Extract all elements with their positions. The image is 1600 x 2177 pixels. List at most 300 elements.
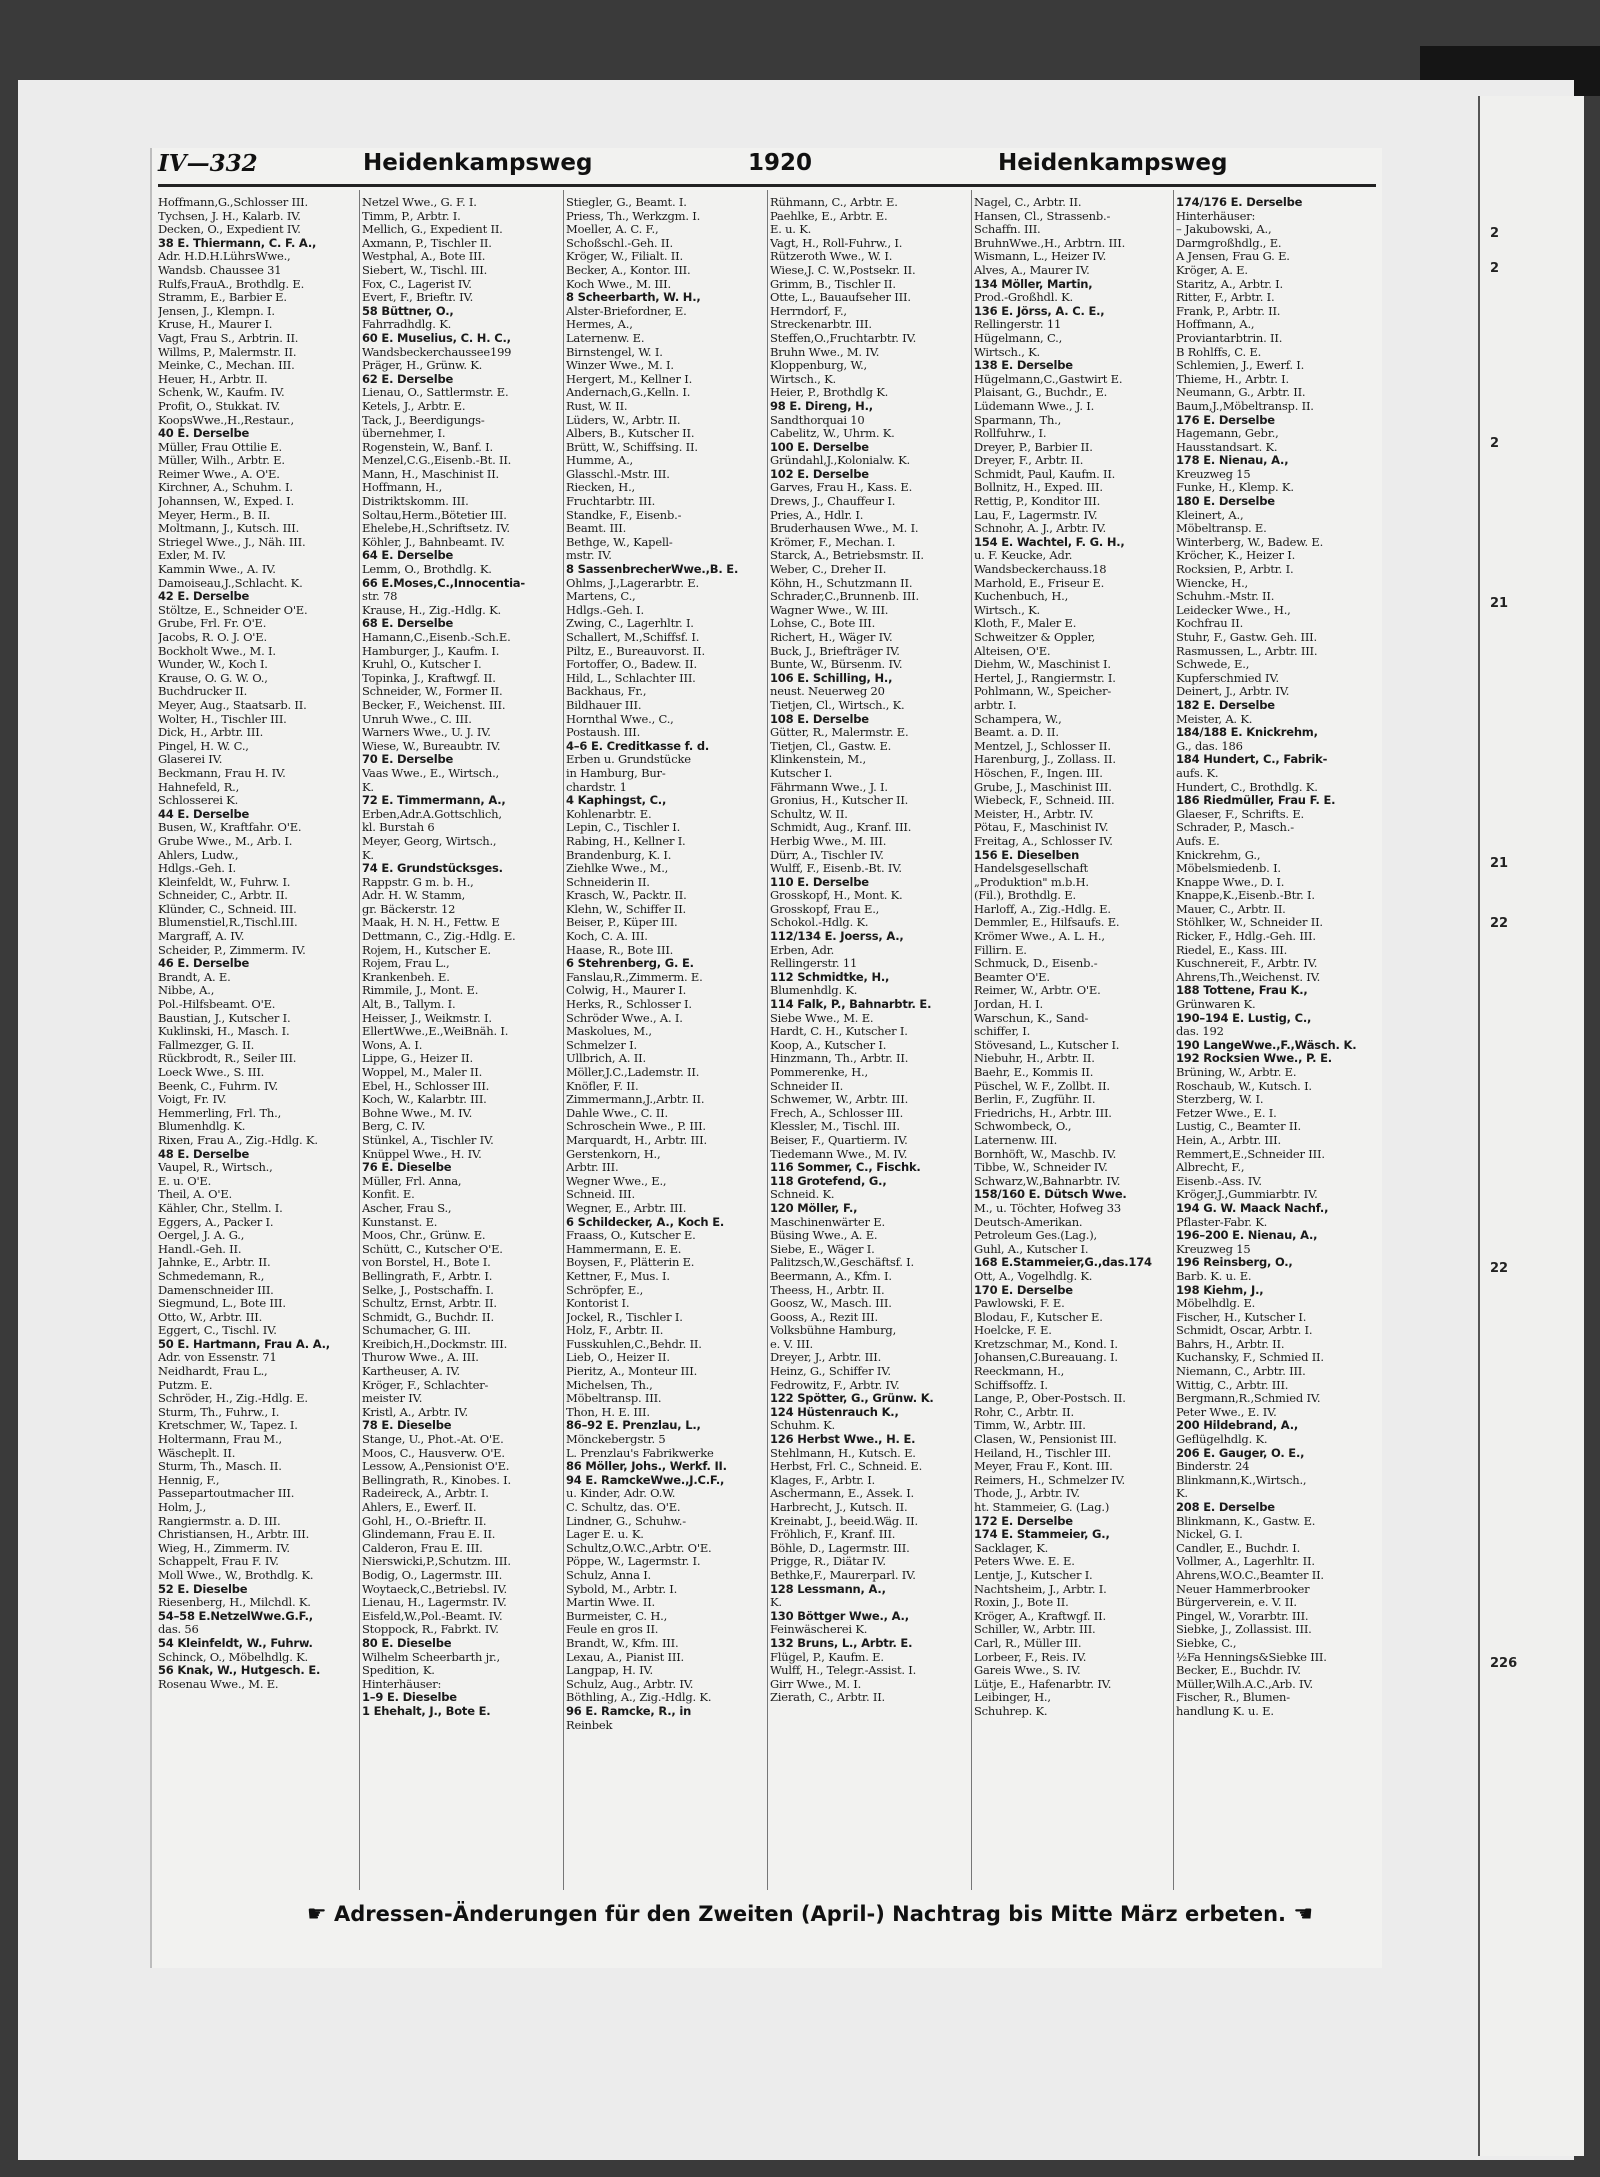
directory-entry: e. V. III. [770, 1337, 814, 1351]
directory-entry: Knappe Wwe., D. I. [1176, 875, 1285, 889]
directory-entry: Martin Wwe. II. [566, 1596, 656, 1610]
directory-entry: Reimer Wwe., A. O'E. [158, 467, 280, 481]
directory-entry: Handelsgesellschaft [974, 862, 1088, 876]
directory-entry: 72 E. Timmermann, A., [362, 794, 506, 808]
directory-entry: Konfit. E. [362, 1188, 415, 1202]
directory-entry: Jacobs, R. O. J. O'E. [158, 631, 267, 644]
directory-entry: Bethke,F., Maurerparl. IV. [770, 1568, 916, 1582]
directory-entry: Timm, W., Arbtr. III. [974, 1419, 1086, 1433]
directory-entry: Peter Wwe., E. IV. [1176, 1405, 1277, 1419]
directory-entry: Kirchner, A., Schuhm. I. [158, 481, 293, 495]
directory-entry: Pflaster-Fabr. K. [1176, 1215, 1268, 1229]
directory-entry: 1–9 E. Dieselbe [362, 1691, 457, 1705]
directory-entry: Johansen,C.Bureauang. I. [974, 1351, 1118, 1365]
directory-entry: Schultz, W. II. [770, 807, 848, 821]
directory-entry: Herbig Wwe., M. III. [770, 834, 887, 848]
directory-entry: Hansen, Cl., Strassenb.- [974, 209, 1111, 223]
directory-entry: Ascher, Frau S., [362, 1201, 452, 1215]
directory-entry: 46 E. Derselbe [158, 957, 250, 971]
directory-entry: Vollmer, A., Lagerhltr. II. [1176, 1555, 1315, 1569]
directory-entry: Klünder, C., Schneid. III. [158, 902, 297, 916]
directory-entry: Rulfs,FrauA., Brothdlg. E. [158, 277, 305, 291]
directory-entry: Knappe,K.,Eisenb.-Btr. I. [1176, 889, 1315, 903]
directory-entry: Mellich, G., Expedient II. [362, 223, 503, 237]
directory-entry: Meinke, C., Mechan. III. [158, 359, 295, 373]
directory-entry: 96 E. Ramcke, R., in [566, 1704, 692, 1718]
directory-entry: Klages, F., Arbtr. I. [770, 1473, 875, 1487]
directory-entry: das. 192 [1176, 1025, 1224, 1039]
directory-entry: Kröger, F., Schlachter- [362, 1378, 489, 1392]
directory-entry: Meyer, Herm., B. II. [158, 508, 271, 522]
directory-entry: Albrecht, F., [1176, 1161, 1245, 1175]
directory-entry: Harloff, A., Zig.-Hdlg. E. [974, 902, 1111, 916]
directory-entry: 108 E. Derselbe [770, 712, 869, 726]
directory-entry: 6 Schildecker, A., Koch E. [566, 1215, 725, 1229]
directory-entry: Schulz, Anna I. [566, 1568, 652, 1582]
header-rule [158, 184, 1376, 187]
directory-entry: Schütt, C., Kutscher O'E. [362, 1242, 503, 1256]
directory-entry: Laternenw. III. [974, 1133, 1058, 1147]
directory-entry: Frech, A., Schlosser III. [770, 1106, 904, 1120]
directory-entry: 98 E. Direng, H., [770, 399, 873, 413]
directory-entry: Ketels, J., Arbtr. E. [362, 399, 466, 413]
directory-entry: Lienau, H., Lagermstr. IV. [362, 1596, 507, 1610]
directory-entry: Wegner, E., Arbtr. III. [566, 1201, 687, 1215]
pointing-hand-icon: ☚ [1293, 1902, 1314, 1927]
directory-entry: Höschen, F., Ingen. III. [974, 766, 1103, 780]
directory-entry: Adr. von Essenstr. 71 [158, 1351, 277, 1365]
directory-entry: von Borstel, H., Bote I. [362, 1256, 491, 1270]
directory-entry: Pawlowski, F. E. [974, 1297, 1065, 1311]
directory-entry: Schinck, O., Möbelhdlg. K. [158, 1650, 308, 1664]
directory-entry: 190–194 E. Lustig, C., [1176, 1011, 1312, 1025]
directory-entry: Hausstandsart. K. [1176, 440, 1278, 454]
directory-entry: Topinka, J., Kraftwgf. II. [362, 671, 496, 685]
directory-entry: Hagemann, Gebr., [1176, 427, 1279, 441]
directory-entry: Eisenb.-Ass. IV. [1176, 1174, 1262, 1188]
directory-entry: Soltau,Herm.,Bötetier III. [362, 508, 507, 522]
directory-entry: Spedition, K. [362, 1664, 435, 1678]
directory-entry: Schappelt, Frau F. IV. [158, 1555, 279, 1569]
column-divider [971, 190, 972, 1890]
directory-entry: Decken, O., Expedient IV. [158, 223, 301, 237]
directory-entry: Schultz, Ernst, Arbtr. II. [362, 1297, 497, 1311]
directory-entry: Kruhl, O., Kutscher I. [362, 658, 482, 672]
directory-entry: Bornhöft, W., Maschb. IV. [974, 1147, 1117, 1161]
directory-entry: Bethge, W., Kapell- [566, 535, 673, 549]
directory-column-2 [362, 196, 566, 1896]
directory-entry: Nagel, C., Arbtr. II. [974, 196, 1082, 209]
directory-entry: Schultz,O.W.C.,Arbtr. O'E. [566, 1541, 712, 1555]
directory-entry: Mauer, C., Arbtr. II. [1176, 902, 1286, 916]
directory-entry: Profit, O., Stukkat. IV. [158, 399, 281, 413]
directory-entry: A Jensen, Frau G. E. [1176, 250, 1290, 264]
directory-entry: Albers, B., Kutscher II. [566, 427, 695, 441]
street-title-left: Heidenkampsweg [363, 150, 593, 176]
directory-entry: Blumenhdlg. K. [158, 1120, 246, 1134]
directory-entry: Klessler, M., Tischl. III. [770, 1120, 900, 1134]
directory-entry: Baehr, E., Kommis II. [974, 1066, 1094, 1079]
directory-entry: Deinert, J., Arbtr. IV. [1176, 685, 1290, 699]
directory-entry: Erben,Adr.A.Gottschlich, [362, 807, 502, 821]
directory-entry: Alt, B., Tallym. I. [362, 998, 456, 1012]
directory-entry: Beenk, C., Fuhrm. IV. [158, 1079, 278, 1093]
directory-entry: Brütt, W., Schiffsing. II. [566, 440, 698, 454]
directory-entry: Gohl, H., O.-Brieftr. II. [362, 1514, 487, 1528]
directory-entry: Reinbek [566, 1718, 613, 1732]
directory-entry: Hardt, C. H., Kutscher I. [770, 1025, 908, 1039]
adjacent-page-fragment: 2 [1490, 261, 1500, 276]
directory-entry: Streckenarbtr. III. [770, 318, 872, 332]
directory-entry: Ahrens,Th.,Weichenst. IV. [1176, 970, 1321, 984]
directory-entry: Mönckebergstr. 5 [566, 1433, 666, 1447]
directory-entry: Baum,J.,Möbeltransp. II. [1176, 399, 1314, 413]
directory-entry: Rabing, H., Kellner I. [566, 834, 686, 848]
directory-entry: Alster-Briefordner, E. [566, 304, 687, 318]
directory-entry: Schwemer, W., Arbtr. III. [770, 1093, 909, 1107]
directory-entry: Ritter, F., Arbtr. I. [1176, 291, 1275, 305]
directory-entry: das. 56 [158, 1623, 199, 1637]
directory-entry: Diehm, W., Maschinist I. [974, 658, 1111, 672]
directory-entry: Westphal, A., Bote III. [362, 250, 486, 264]
directory-entry: Winzer Wwe., M. I. [566, 359, 674, 373]
directory-entry: Püschel, W. F., Zollbt. II. [974, 1079, 1110, 1093]
directory-entry: Pingel, W., Vorarbtr. III. [1176, 1609, 1309, 1623]
directory-entry: 128 Lessmann, A., [770, 1582, 886, 1596]
directory-entry: Postaush. III. [566, 726, 641, 740]
directory-entry: 168 E.Stammeier,G.,das.174 [974, 1256, 1152, 1270]
directory-entry: Heier, P., Brothdlg K. [770, 386, 889, 400]
directory-entry: Knöfler, F. II. [566, 1079, 639, 1093]
directory-entry: Richert, H., Wäger IV. [770, 631, 893, 644]
directory-entry: Rellingerstr. 11 [770, 957, 858, 971]
directory-entry: Laternenw. E. [566, 331, 645, 345]
directory-entry: 74 E. Grundstücksges. [362, 862, 503, 876]
footer-text: Adressen-Änderungen für den Zweiten (April-) Nachtrag bis Mitte März erbeten. [333, 1902, 1287, 1926]
directory-entry: Schuhrep. K. [974, 1704, 1048, 1718]
directory-entry: 40 E. Derselbe [158, 427, 250, 441]
directory-entry: Kochfrau II. [1176, 617, 1244, 631]
directory-entry: 114 Falk, P., Bahnarbtr. E. [770, 998, 932, 1012]
directory-entry: Hdlgs.-Geh. I. [158, 862, 236, 876]
directory-column-4 [770, 196, 974, 1896]
directory-entry: 8 Scheerbarth, W. H., [566, 291, 701, 305]
directory-entry: str. 78 [362, 590, 398, 604]
directory-entry: Buchdrucker II. [158, 685, 248, 699]
directory-entry: E. u. K. [770, 223, 812, 237]
adjacent-page-fragment: 226 [1490, 1656, 1518, 1671]
directory-entry: Schumacher, G. III. [362, 1324, 471, 1338]
directory-entry: Präger, H., Grünw. K. [362, 359, 483, 373]
directory-entry: Otte, L., Bauaufseher III. [770, 291, 911, 305]
directory-entry: Hein, A., Arbtr. III. [1176, 1133, 1281, 1147]
directory-entry: Bodig, O., Lagermstr. III. [362, 1568, 503, 1582]
directory-entry: Moeller, A. C. F., [566, 223, 659, 237]
directory-entry: Koch Wwe., M. III. [566, 277, 671, 291]
directory-entry: Lüders, W., Arbtr. II. [566, 413, 681, 427]
directory-entry: Freitag, A., Schlosser IV. [974, 834, 1113, 848]
directory-entry: Pommerenke, H., [770, 1066, 868, 1079]
directory-entry: Ahlers, E., Ewerf. II. [362, 1501, 477, 1514]
directory-entry: 112/134 E. Joerss, A., [770, 930, 904, 944]
directory-entry: Wirtsch., K. [770, 372, 836, 386]
directory-entry: 126 Herbst Wwe., H. E. [770, 1433, 916, 1447]
directory-entry: kl. Burstah 6 [362, 821, 435, 835]
directory-entry: 56 Knak, W., Hutgesch. E. [158, 1664, 321, 1678]
directory-entry: Glindemann, Frau E. II. [362, 1528, 496, 1542]
directory-entry: Woytaeck,C.,Betriebsl. IV. [362, 1582, 507, 1596]
directory-entry: Ebel, H., Schlosser III. [362, 1079, 490, 1093]
directory-entry: Hinterhäuser: [362, 1677, 442, 1691]
directory-entry: Lexau, A., Pianist III. [566, 1650, 684, 1664]
directory-entry: Bergmann,R.,Schmied IV. [1176, 1392, 1321, 1406]
directory-entry: Burmeister, C. H., [566, 1609, 668, 1623]
directory-entry: 106 E. Schilling, H., [770, 671, 893, 685]
directory-entry: Kloppenburg, W., [770, 359, 867, 373]
directory-entry: Rohr, C., Arbtr. II. [974, 1405, 1074, 1419]
directory-entry: Lepin, C., Tischler I. [566, 821, 681, 835]
directory-entry: Fusskuhlen,C.,Behdr. II. [566, 1337, 702, 1351]
directory-entry: Hamann,C.,Eisenb.-Sch.E. [362, 631, 511, 644]
directory-entry: Hoffmann, H., [362, 481, 443, 495]
directory-entry: Gooss, A., Rezit III. [770, 1310, 878, 1324]
directory-entry: Siebke, C., [1176, 1636, 1237, 1650]
directory-column-6 [1176, 196, 1380, 1896]
directory-entry: Sparmann, Th., [974, 413, 1062, 427]
directory-entry: Plaisant, G., Buchdr., E. [974, 386, 1108, 400]
directory-entry: Fortoffer, O., Badew. II. [566, 658, 697, 672]
directory-entry: Schneider, C., Arbtr. II. [158, 889, 288, 903]
directory-entry: – Jakubowski, A., [1176, 223, 1272, 237]
directory-entry: 8 SassenbrecherWwe.,B. E. [566, 563, 739, 577]
directory-entry: Knüppel Wwe., H. IV. [362, 1147, 482, 1161]
directory-entry: Adr. H.D.H.LührsWwe., [158, 250, 291, 264]
directory-entry: Rollfuhrw., I. [974, 427, 1047, 441]
directory-entry: (Fil.), Brothdlg. E. [974, 889, 1076, 903]
directory-entry: 178 E. Nienau, A., [1176, 454, 1289, 468]
directory-entry: Stange, U., Phot.-At. O'E. [362, 1433, 504, 1447]
page-header [158, 150, 1376, 180]
directory-entry: Möbeltransp. III. [566, 1392, 662, 1406]
directory-entry: Sacklager, K. [974, 1541, 1049, 1555]
directory-entry: Alves, A., Maurer IV. [974, 263, 1090, 277]
directory-entry: Feinwäscherei K. [770, 1623, 868, 1637]
directory-entry: Becker, F., Weichenst. III. [362, 698, 506, 712]
directory-entry: Meyer, Aug., Staatsarb. II. [158, 698, 307, 712]
directory-entry: Flügel, P., Kaufm. E. [770, 1650, 884, 1664]
directory-entry: Scheider, P., Zimmerm. IV. [158, 943, 306, 957]
directory-entry: Exler, M. IV. [158, 549, 226, 563]
directory-entry: Lienau, O., Sattlermstr. E. [362, 386, 509, 400]
directory-entry: Putzm. E. [158, 1378, 213, 1392]
directory-entry: Rangiermstr. a. D. III. [158, 1514, 281, 1528]
directory-entry: Moos, Chr., Grünw. E. [362, 1229, 486, 1243]
directory-entry: mstr. IV. [566, 549, 612, 563]
directory-entry: Wittig, C., Arbtr. III. [1176, 1378, 1289, 1392]
directory-entry: Buck, J., Briefträger IV. [770, 644, 900, 658]
directory-entry: Schnohr, A. J., Arbtr. IV. [974, 522, 1106, 536]
directory-entry: Willms, P., Malermstr. II. [158, 345, 297, 359]
directory-entry: Wandsbeckerchauss.18 [974, 563, 1107, 577]
directory-entry: Schallert, M.,Schiffsf. I. [566, 631, 700, 644]
directory-entry: Schoßschl.-Geh. II. [566, 236, 673, 250]
directory-entry: Müller, Frau Ottilie E. [158, 440, 282, 454]
directory-entry: Wirtsch., K. [974, 603, 1040, 617]
directory-entry: Gareis Wwe., S. IV. [974, 1664, 1081, 1678]
adjacent-page-fragment: 22 [1490, 1261, 1509, 1276]
year: 1920 [748, 150, 813, 176]
directory-entry: Otto, W., Arbtr. III. [158, 1310, 263, 1324]
directory-entry: Wismann, L., Heizer IV. [974, 250, 1107, 264]
directory-entry: Schiller, W., Arbtr. III. [974, 1623, 1096, 1637]
directory-entry: Margraff, A. IV. [158, 930, 245, 944]
directory-entry: 120 Möller, F., [770, 1201, 858, 1215]
directory-entry: Wandsb. Chaussee 31 [158, 263, 282, 277]
directory-entry: Johannsen, W., Exped. I. [158, 495, 294, 509]
directory-entry: 94 E. RamckeWwe.,J.C.F., [566, 1473, 725, 1487]
directory-entry: 66 E.Moses,C.,Innocentia- [362, 576, 525, 590]
directory-entry: Handl.-Geh. II. [158, 1242, 242, 1256]
directory-entry: 52 E. Dieselbe [158, 1582, 248, 1596]
directory-entry: C. Schultz, das. O'E. [566, 1501, 681, 1514]
directory-entry: Boysen, F., Plätterin E. [566, 1256, 695, 1270]
directory-entry: Kreinabt, J., beeid.Wäg. II. [770, 1514, 918, 1528]
directory-entry: Thieme, H., Arbtr. I. [1176, 372, 1289, 386]
directory-entry: Aschermann, E., Assek. I. [770, 1487, 914, 1501]
directory-entry: 44 E. Derselbe [158, 807, 250, 821]
directory-entry: Brandenburg, K. I. [566, 848, 672, 862]
directory-entry: 78 E. Dieselbe [362, 1419, 452, 1433]
page-number: IV—332 [158, 150, 258, 177]
directory-entry: Michelsen, Th., [566, 1378, 653, 1392]
directory-entry: Netzel Wwe., G. F. I. [362, 196, 477, 209]
directory-entry: Tietjen, Cl., Wirtsch., K. [770, 698, 905, 712]
directory-entry: Rützeroth Wwe., W. I. [770, 250, 893, 264]
directory-entry: Radeireck, A., Arbtr. I. [362, 1487, 489, 1501]
directory-entry: Stiegler, G., Beamt. I. [566, 196, 687, 209]
directory-entry: Kreibich,H.,Dockmstr. III. [362, 1337, 508, 1351]
directory-entry: 42 E. Derselbe [158, 590, 250, 604]
directory-entry: 110 E. Derselbe [770, 875, 869, 889]
directory-entry: Birnstengel, W. I. [566, 345, 663, 359]
directory-entry: Gründahl,J.,Kolonialw. K. [770, 454, 910, 468]
directory-entry: Backhaus, Fr., [566, 685, 647, 699]
directory-entry: Moltmann, J., Kutsch. III. [158, 522, 300, 536]
directory-entry: Holm, J., [158, 1501, 207, 1514]
adjacent-page-strip [1478, 96, 1584, 2156]
directory-entry: Cabelitz, W., Uhrm. K. [770, 427, 895, 441]
directory-entry: Blinkmann,K.,Wirtsch., [1176, 1473, 1307, 1487]
directory-entry: Pingel, H. W. C., [158, 739, 249, 753]
directory-entry: Marhold, E., Friseur E. [974, 576, 1105, 590]
directory-entry: Bunte, W., Bürsenm. IV. [770, 658, 903, 672]
directory-entry: Kloth, F., Maler E. [974, 617, 1077, 631]
directory-entry: Kähler, Chr., Stellm. I. [158, 1201, 283, 1215]
directory-entry: Rogenstein, W., Banf. I. [362, 440, 493, 454]
directory-entry: 156 E. Dieselben [974, 848, 1080, 862]
directory-entry: Wirtsch., K. [974, 345, 1040, 359]
directory-entry: Schröder, H., Zig.-Hdlg. E. [158, 1392, 308, 1406]
directory-entry: L. Prenzlau's Fabrikwerke [566, 1446, 714, 1460]
directory-entry: Glaeser, F., Schrifts. E. [1176, 807, 1304, 821]
directory-entry: 170 E. Derselbe [974, 1283, 1073, 1297]
directory-entry: Andernach,G.,Kelln. I. [566, 386, 691, 400]
directory-entry: Unruh Wwe., C. III. [362, 712, 472, 726]
directory-column-1 [158, 196, 362, 1896]
directory-entry: Steffen,O.,Fruchtarbtr. IV. [770, 331, 917, 345]
adjacent-page-fragment: 22 [1490, 916, 1509, 931]
directory-entry: Rojem, Frau L., [362, 957, 450, 971]
directory-entry: Fährmann Wwe., J. I. [770, 780, 888, 794]
directory-entry: Guhl, A., Kutscher I. [974, 1242, 1089, 1256]
directory-entry: Siebke, J., Zollassist. III. [1176, 1623, 1312, 1637]
directory-entry: Ullbrich, A. II. [566, 1052, 646, 1066]
directory-entry: Herbst, Frl. C., Schneid. E. [770, 1460, 923, 1474]
directory-entry: Dreyer, J., Arbtr. III. [770, 1351, 882, 1365]
directory-entry: Clasen, W., Pensionist III. [974, 1433, 1117, 1447]
directory-entry: Dettmann, C., Zig.-Hdlg. E. [362, 930, 516, 944]
directory-entry: Wolter, H., Tischler III. [158, 712, 287, 726]
directory-entry: Hammermann, E. E. [566, 1242, 682, 1256]
directory-entry: Standke, F., Eisenb.- [566, 508, 682, 522]
directory-entry: Tietjen, Cl., Gastw. E. [770, 739, 892, 753]
directory-entry: Pries, A., Hdlr. I. [770, 508, 864, 522]
directory-entry: Pötau, F., Maschinist IV. [974, 821, 1109, 835]
directory-entry: Kontorist I. [566, 1297, 630, 1311]
directory-entry: Krause, O. G. W. O., [158, 671, 268, 685]
column-divider [1173, 190, 1174, 1890]
directory-entry: Krömer Wwe., A. L. H., [974, 930, 1105, 944]
directory-entry: Timm, P., Arbtr. I. [362, 209, 461, 223]
directory-entry: Priess, Th., Werkzgm. I. [566, 209, 701, 223]
directory-entry: Klinkenstein, M., [770, 753, 866, 767]
directory-entry: 132 Bruns, L., Arbtr. E. [770, 1636, 913, 1650]
column-divider [563, 190, 564, 1890]
directory-entry: 196 Reinsberg, O., [1176, 1256, 1293, 1270]
directory-entry: Grosskopf, Frau E., [770, 902, 880, 916]
directory-entry: Weber, C., Dreher II. [770, 563, 887, 577]
directory-entry: Berg, C. IV. [362, 1120, 426, 1134]
directory-entry: Bruhn Wwe., M. IV. [770, 345, 880, 359]
directory-entry: Schröder Wwe., A. I. [566, 1011, 683, 1025]
directory-entry: Langpap, H. IV. [566, 1664, 653, 1678]
directory-entry: Knickrehm, G., [1176, 848, 1261, 862]
directory-entry: Carl, R., Müller III. [974, 1636, 1082, 1650]
directory-entry: Möbelsmiedenb. I. [1176, 862, 1281, 876]
directory-entry: Bürgerverein, e. V. II. [1176, 1596, 1297, 1610]
directory-entry: Böthling, A., Zig.-Hdlg. K. [566, 1691, 712, 1705]
directory-entry: 172 E. Derselbe [974, 1514, 1073, 1528]
directory-entry: Kreuzweg 15 [1176, 1242, 1251, 1256]
directory-entry: Leibinger, H., [974, 1691, 1051, 1705]
directory-entry: Stöhlker, W., Schneider II. [1176, 916, 1323, 930]
directory-entry: Dahle Wwe., C. II. [566, 1106, 668, 1120]
directory-entry: Beiser, P., Küper III. [566, 916, 678, 930]
directory-entry: E. u. O'E. [158, 1174, 212, 1188]
directory-entry: Volksbühne Hamburg, [770, 1324, 897, 1338]
directory-entry: Hoffmann, A., [1176, 318, 1255, 332]
directory-entry: 206 E. Gauger, O. E., [1176, 1446, 1305, 1460]
directory-entry: Menzel,C.G.,Eisenb.-Bt. II. [362, 454, 512, 468]
directory-entry: Stuhr, F., Gastw. Geh. III. [1176, 631, 1317, 644]
directory-entry: Beamt. III. [566, 522, 627, 536]
directory-entry: Büsing Wwe., A. E. [770, 1229, 878, 1243]
directory-entry: Demmler, E., Hilfsaufs. E. [974, 916, 1120, 930]
directory-entry: Vagt, Frau S., Arbtrin. II. [158, 331, 299, 345]
directory-entry: Koch, W., Kalarbtr. III. [362, 1093, 487, 1107]
directory-entry: Warners Wwe., U. J. IV. [362, 726, 491, 740]
directory-entry: Schlemien, J., Ewerf. I. [1176, 359, 1305, 373]
